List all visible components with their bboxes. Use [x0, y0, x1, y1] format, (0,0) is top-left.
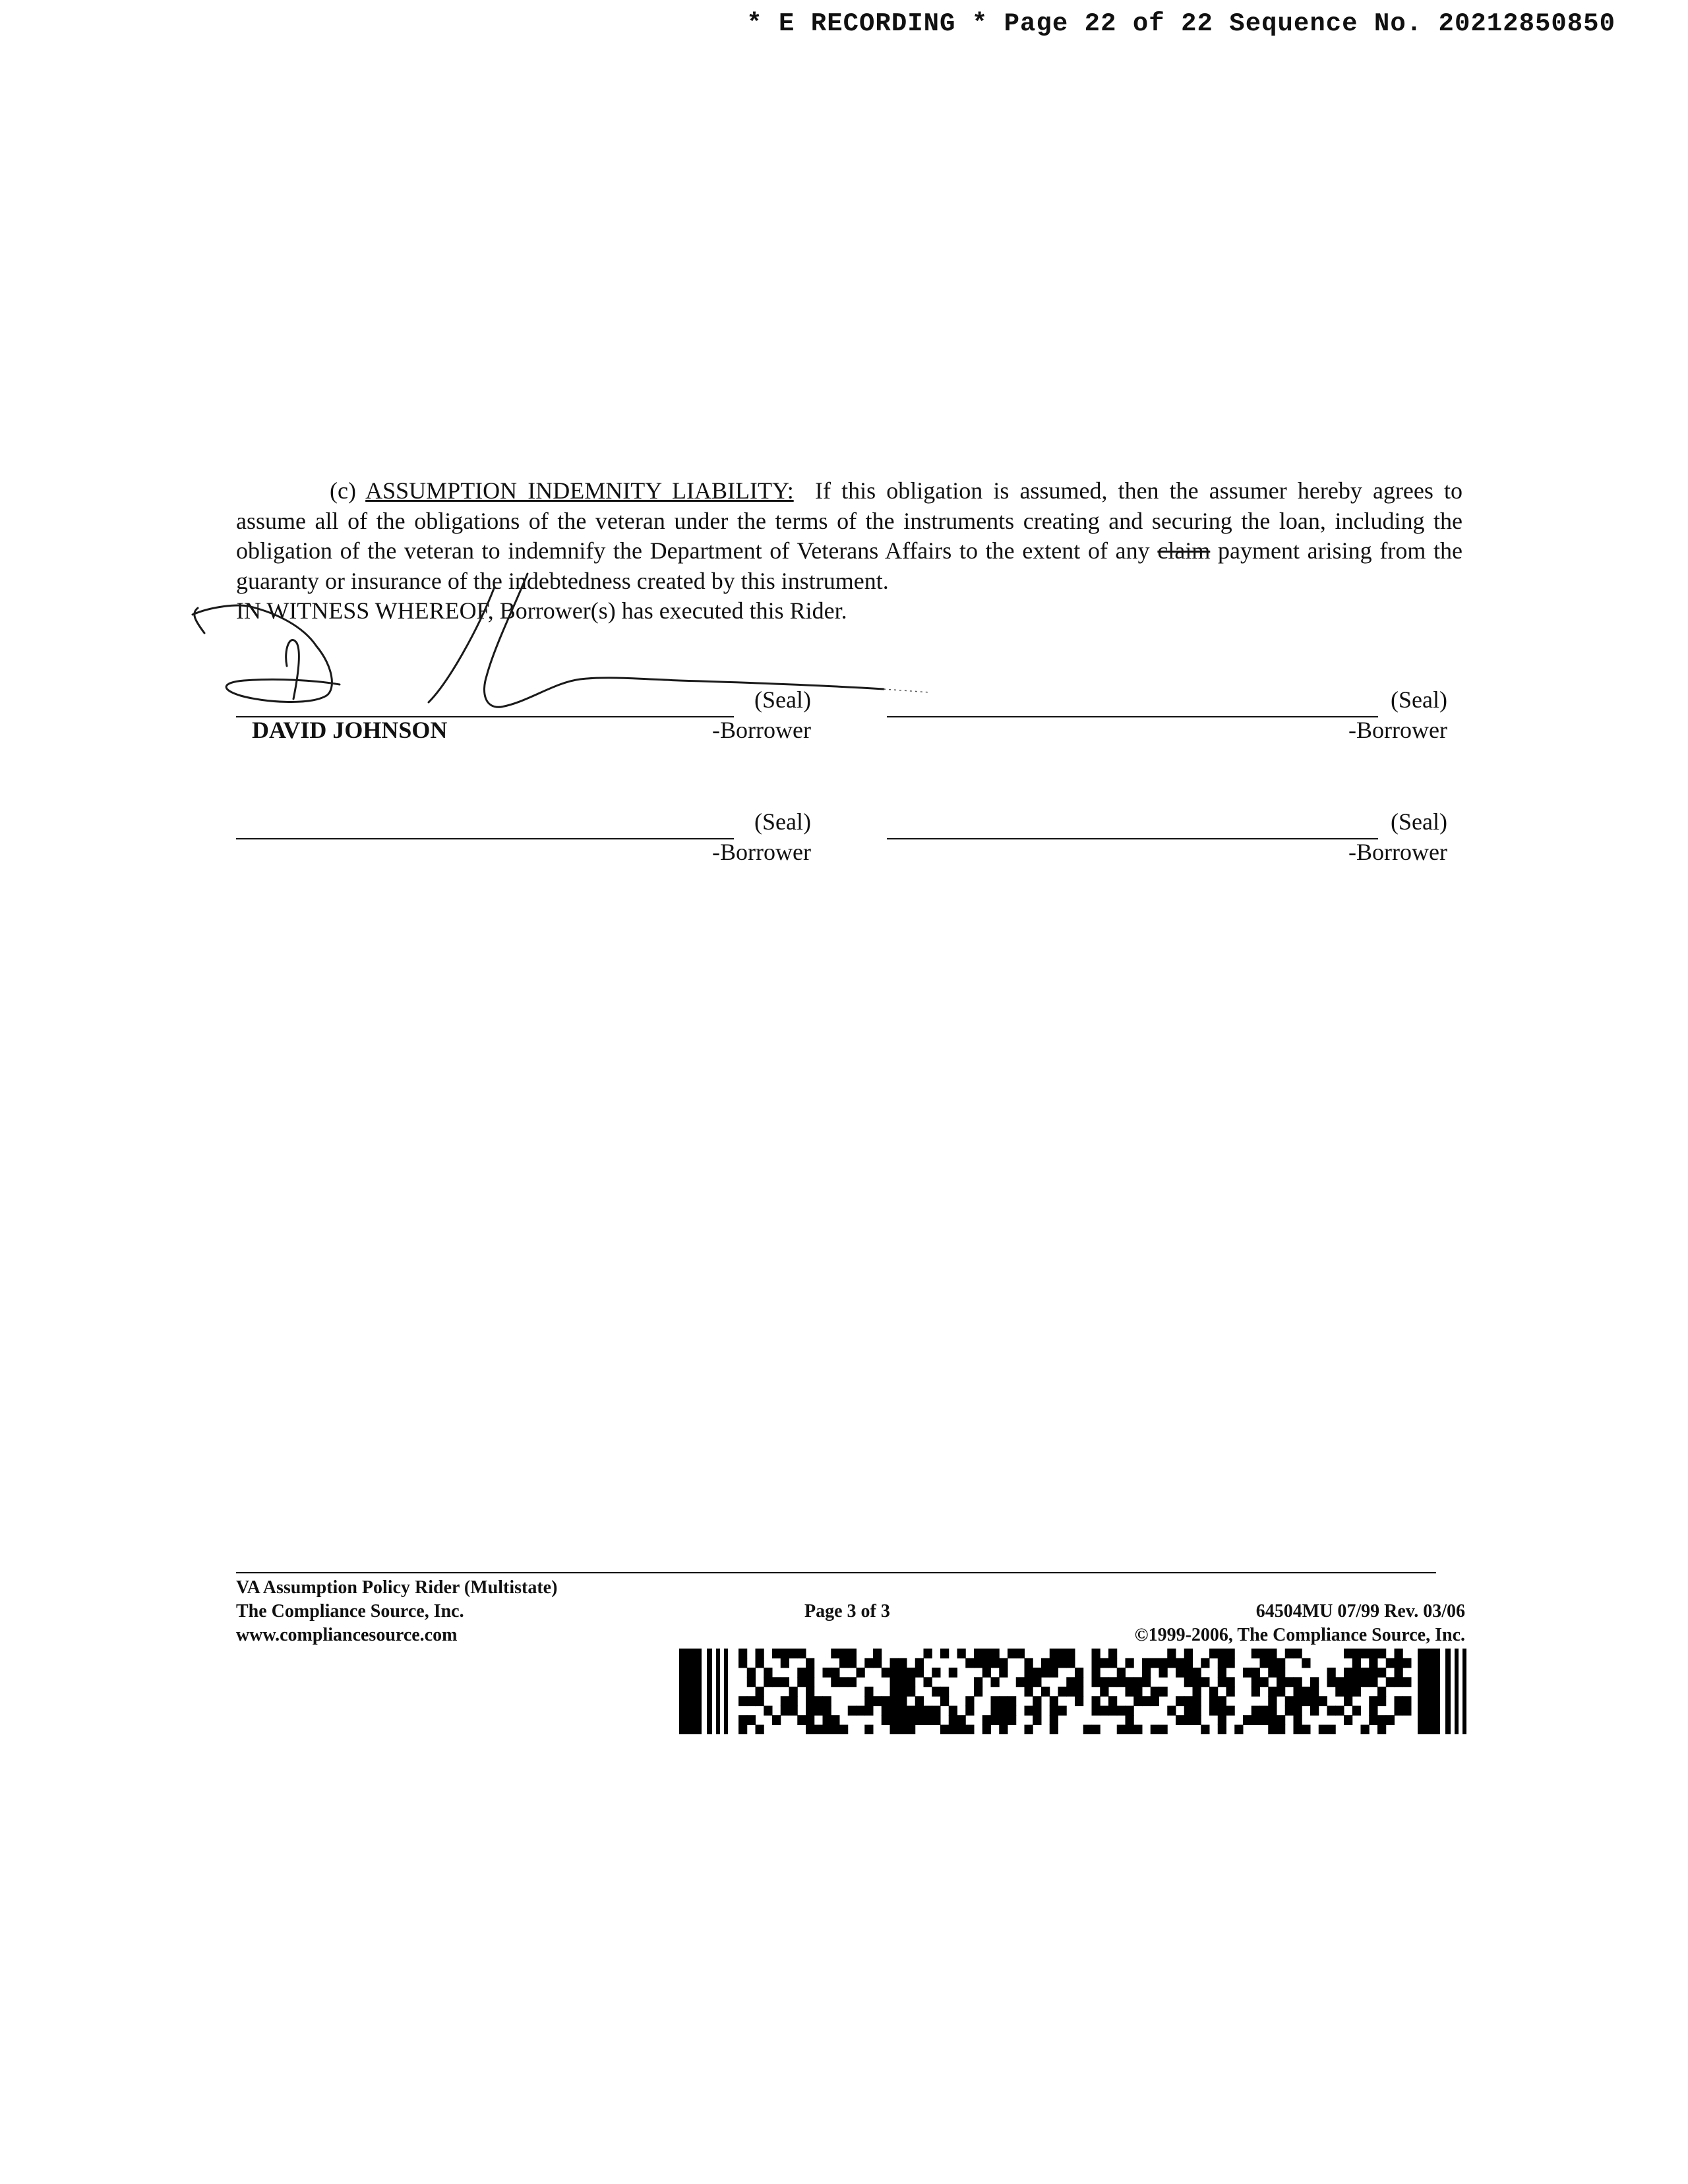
signature-line [887, 838, 1378, 839]
clause-c [236, 476, 1462, 626]
clause-text-2: payment arising from the guaranty or insurance of the indebtedness created by this instrument. [236, 537, 1463, 594]
seal-label: (Seal) [754, 808, 811, 835]
clause-title: ASSUMPTION INDEMNITY LIABILITY: [365, 477, 794, 504]
borrower-label: -Borrower [1348, 717, 1447, 743]
borrower-label: -Borrower [1348, 839, 1447, 865]
borrower-label: -Borrower [712, 839, 811, 865]
clause-paragraph [236, 476, 1462, 596]
seal-label: (Seal) [754, 686, 811, 713]
borrower-name: DAVID JOHNSON [252, 717, 448, 743]
recording-header: * E RECORDING * Page 22 of 22 Sequence No. 20212850850 [746, 9, 1615, 38]
company-website: www.compliancesource.com [236, 1625, 458, 1645]
footer-right [1135, 1600, 1465, 1647]
clause-label: (c) [330, 477, 356, 504]
signature-block-3 [236, 808, 818, 874]
signature-line [887, 716, 1378, 717]
form-number: 64504MU 07/99 Rev. 03/06 [1255, 1601, 1465, 1622]
copyright: ©1999-2006, The Compliance Source, Inc. [1134, 1625, 1465, 1645]
seal-label: (Seal) [1391, 686, 1447, 713]
signature-block-1 [236, 686, 818, 752]
struck-word: claim [1157, 537, 1211, 564]
borrower-label: -Borrower [712, 717, 811, 743]
clause-text-1: If this obligation is assumed, then the assumer hereby agrees to assume all of the obligations of the veteran under the terms of the instruments creating and securing the loan, including the obligation of the veteran to indemnify the Department of Veterans Affairs to the extent of any [236, 477, 1463, 564]
signature-line [236, 838, 734, 839]
page-number: Page 3 of 3 [804, 1601, 890, 1622]
form-title: VA Assumption Policy Rider (Multistate) [236, 1577, 558, 1598]
footer-left [236, 1576, 557, 1647]
seal-label: (Seal) [1391, 808, 1447, 835]
company-name: The Compliance Source, Inc. [236, 1601, 464, 1622]
signature-block-4 [887, 808, 1461, 874]
signature-block-2 [887, 686, 1461, 752]
witness-statement: IN WITNESS WHEREOF, Borrower(s) has executed this Rider. [236, 597, 847, 624]
barcode [679, 1649, 1468, 1734]
footer-divider [236, 1572, 1436, 1573]
